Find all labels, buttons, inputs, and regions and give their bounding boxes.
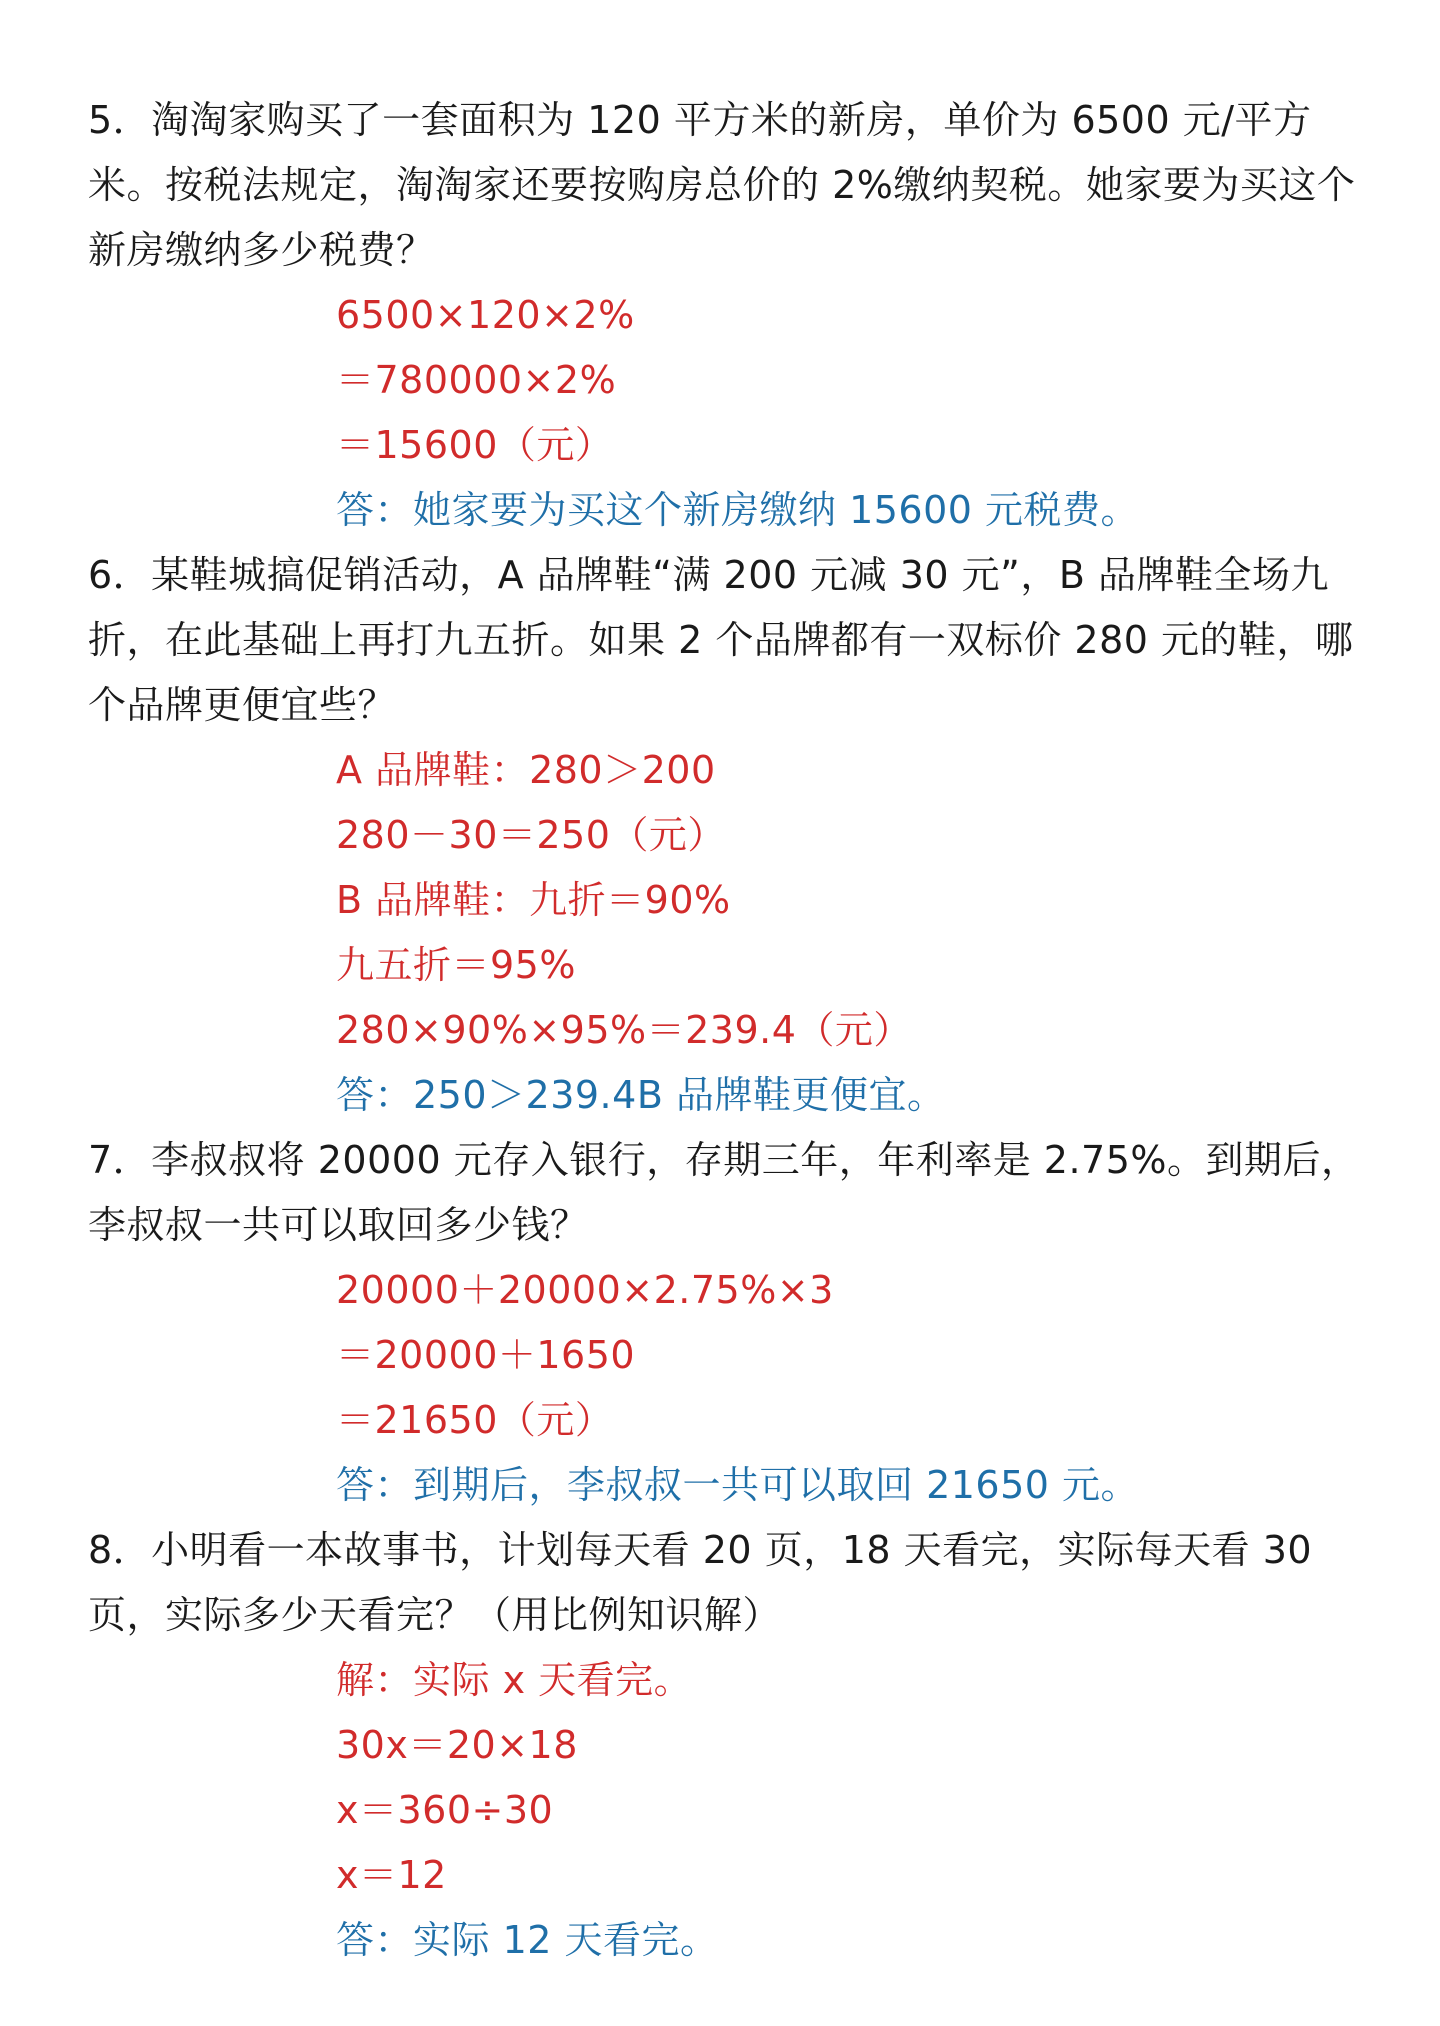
calc-step: ＝780000×2% [336, 358, 617, 402]
problem-8 [88, 1518, 1378, 1973]
answer-line: 答：实际 12 天看完。 [336, 1918, 719, 1962]
calc-step: ＝15600（元） [336, 423, 614, 467]
calc-step: 30x＝20×18 [336, 1723, 578, 1767]
solution-block [336, 1258, 1378, 1518]
question-text: 6．某鞋城搞促销活动，A 品牌鞋“满 200 元减 30 元”，B 品牌鞋全场九折，在此基础上再打九五折。如果 2 个品牌都有一双标价 280 元的鞋，哪个品牌更便宜些？ [88, 553, 1354, 727]
question-text: 8．小明看一本故事书，计划每天看 20 页，18 天看完，实际每天看 30 页，实际多少天看完？（用比例知识解） [88, 1528, 1313, 1637]
calc-step: 20000＋20000×2.75%×3 [336, 1268, 834, 1312]
calc-step: 280×90%×95%＝239.4（元） [336, 1008, 912, 1052]
calc-step: B 品牌鞋：九折＝90% [336, 878, 731, 922]
answer-line: 答：到期后，李叔叔一共可以取回 21650 元。 [336, 1463, 1140, 1507]
answer-line: 答：她家要为买这个新房缴纳 15600 元税费。 [336, 488, 1140, 532]
solution-block [336, 738, 1378, 1128]
calc-step: 280－30＝250（元） [336, 813, 726, 857]
calc-step: ＝21650（元） [336, 1398, 614, 1442]
problem-6 [88, 543, 1378, 1128]
solution-block [336, 283, 1378, 543]
calc-step: 解：实际 x 天看完。 [336, 1658, 693, 1702]
question-text: 5．淘淘家购买了一套面积为 120 平方米的新房，单价为 6500 元/平方米。按税法规定，淘淘家还要按购房总价的 2%缴纳契税。她家要为买这个新房缴纳多少税费？ [88, 98, 1356, 272]
calc-step: x＝360÷30 [336, 1788, 554, 1832]
calc-step: A 品牌鞋：280＞200 [336, 748, 716, 792]
problem-7 [88, 1128, 1378, 1518]
solution-block [336, 1648, 1378, 1973]
calc-step: ＝20000＋1650 [336, 1333, 636, 1377]
calc-step: 6500×120×2% [336, 293, 635, 337]
question-text: 7．李叔叔将 20000 元存入银行，存期三年，年利率是 2.75%。到期后，李叔叔一共可以取回多少钱？ [88, 1138, 1360, 1247]
answer-line: 答：250＞239.4B 品牌鞋更便宜。 [336, 1073, 946, 1117]
calc-step: x＝12 [336, 1853, 447, 1897]
calc-step: 九五折＝95% [336, 943, 576, 987]
problem-5 [88, 88, 1378, 543]
